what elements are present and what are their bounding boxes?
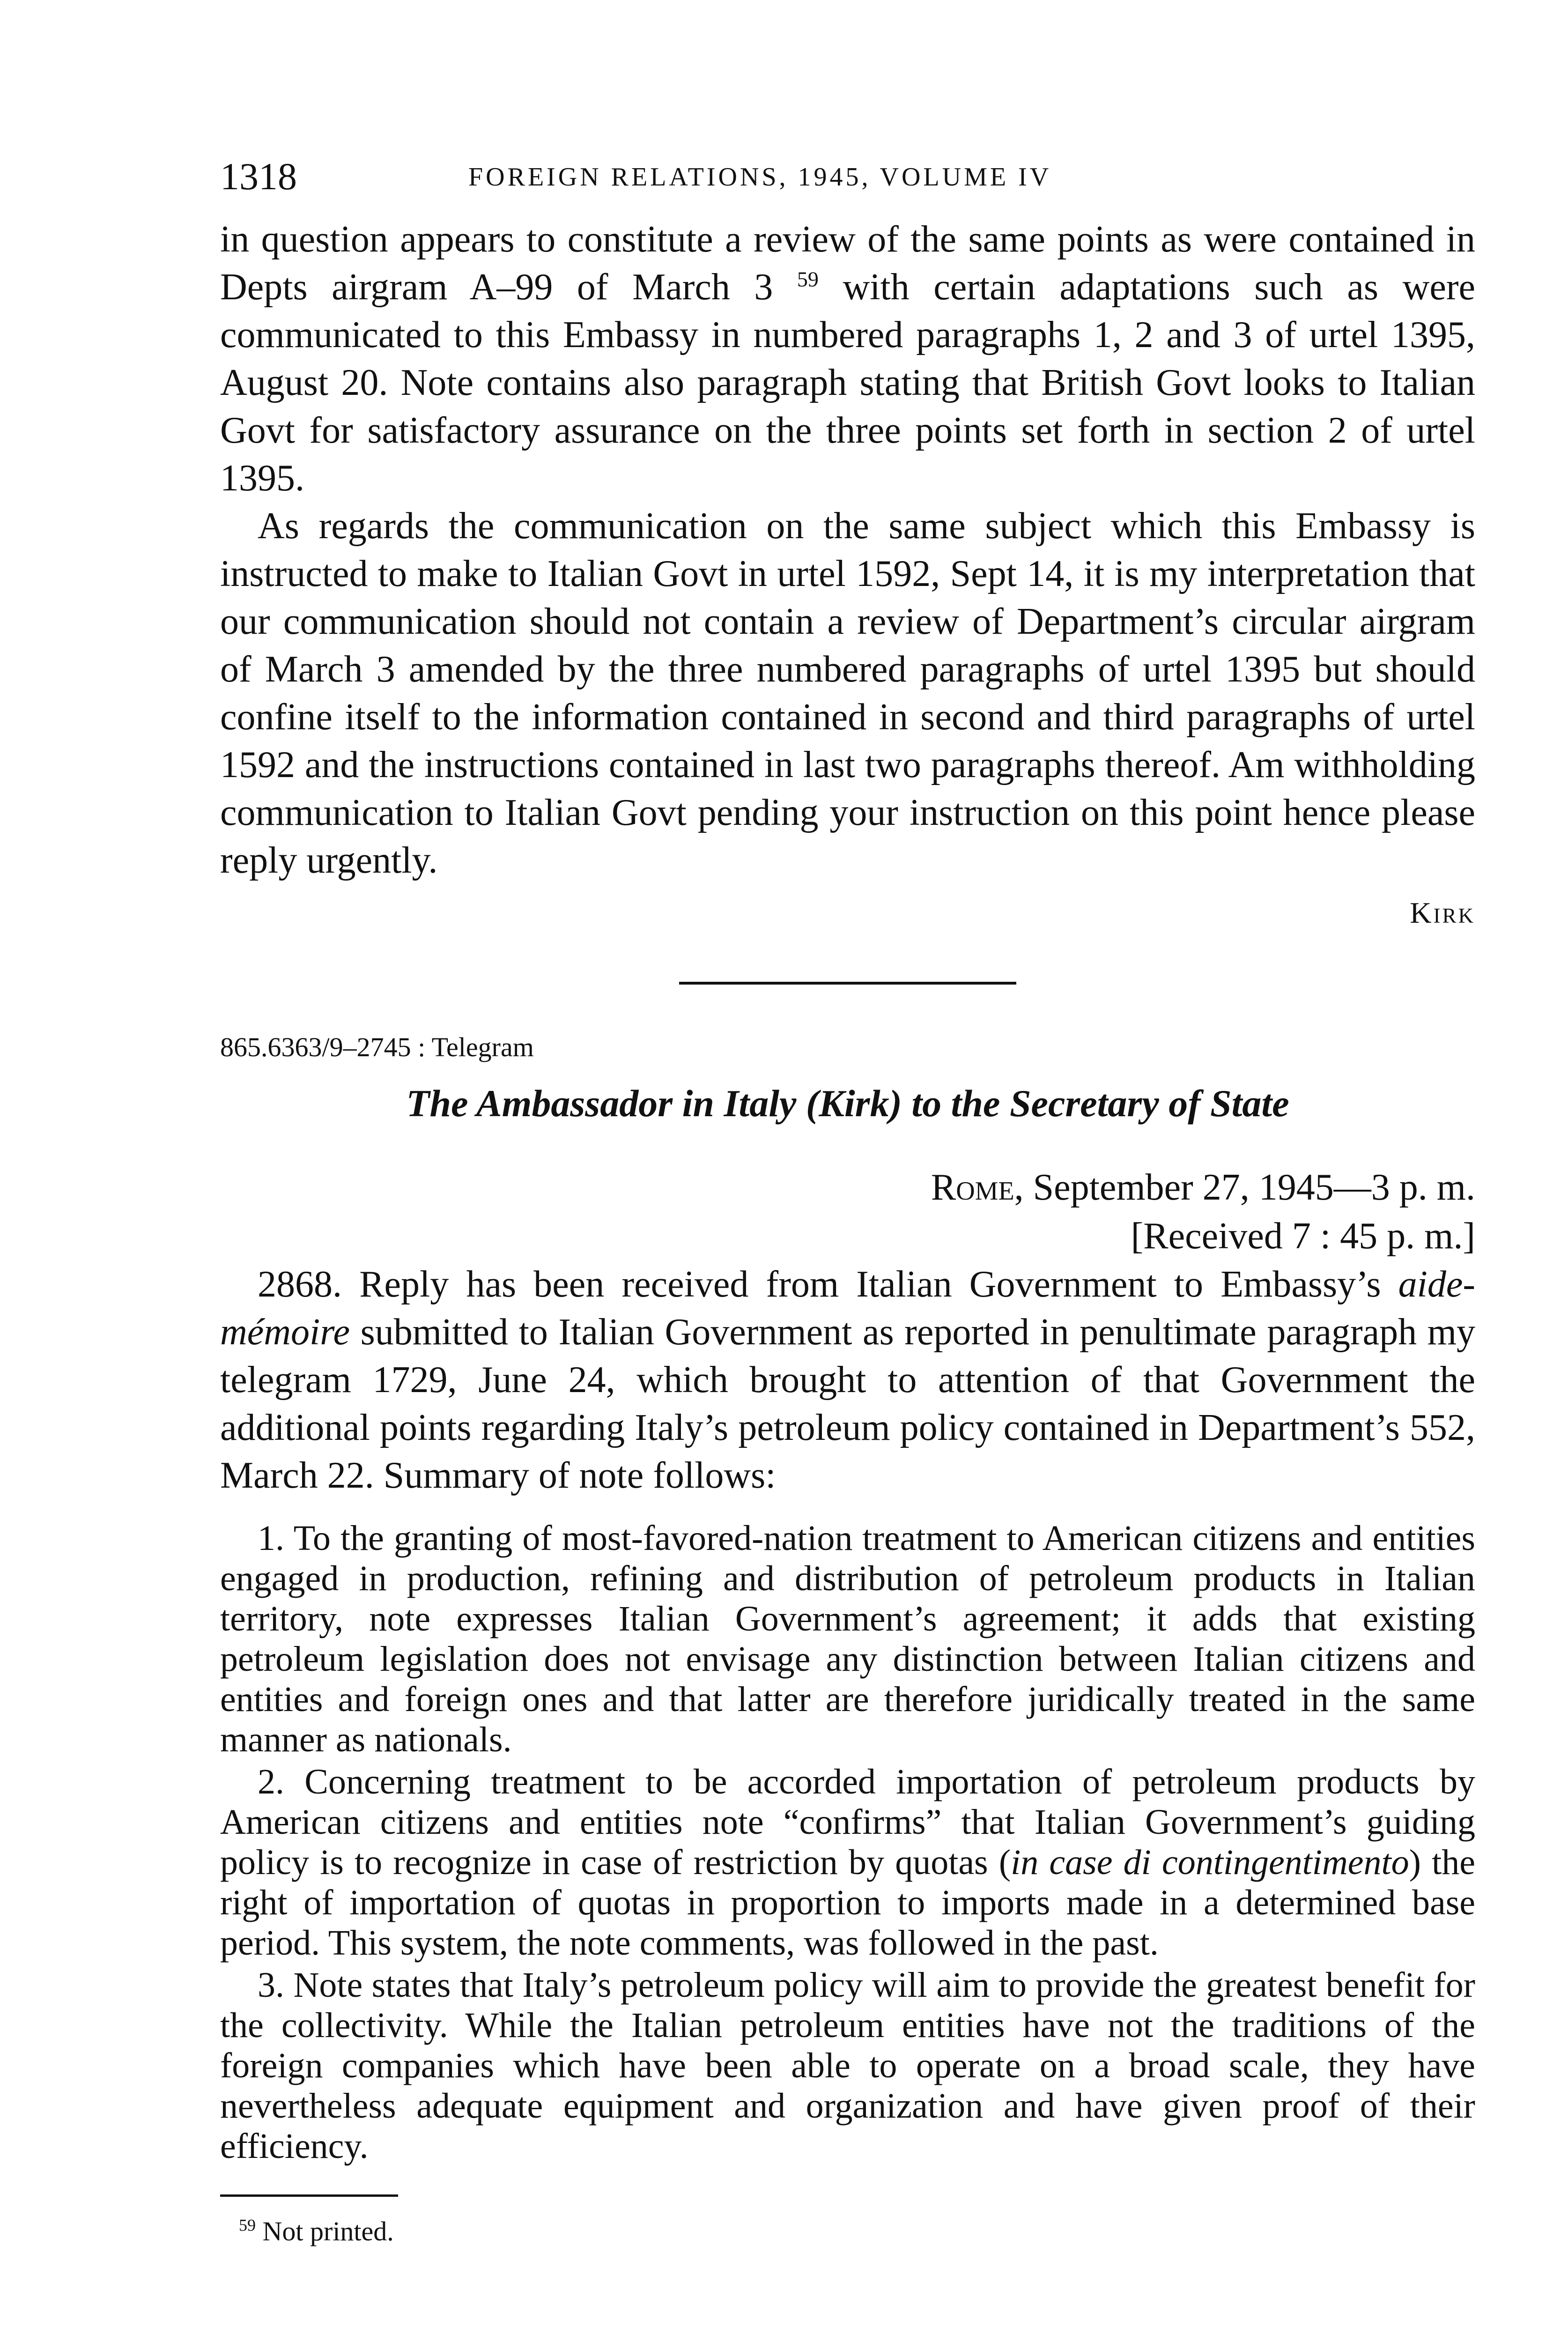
continuation-text-part-2: with certain adaptations such as were communicated to this Embassy in numbered paragraphs 1, 2 and 3 of urtel 1395, August 20. Note contains also paragraph stating that British Govt looks to Italian Govt for satisfactory assurance on the three points set forth in section 2 of urtel 1395. (220, 267, 1475, 499)
received-time: [Received 7 : 45 p. m.] (1131, 1215, 1475, 1257)
list-item: 3. Note states that Italy’s petroleum policy will aim to provide the greatest benefit for the collectivity. While the Italian petroleum entities have not the traditions of the foreign companies which have been able to operate on a broad scale, they have nevertheless adequate equipment and organization and have given proof of their efficiency. (220, 1965, 1475, 2166)
signature: Kirk (1410, 896, 1475, 929)
note-summary-list (220, 1518, 1475, 2166)
telegram-intro (220, 1260, 1475, 1499)
place: Rome (931, 1167, 1014, 1208)
footnote-divider (220, 2194, 398, 2197)
footnote (239, 2216, 1475, 2247)
date-time: , September 27, 1945—3 p. m. (1014, 1167, 1475, 1208)
list-item: 1. To the granting of most-favored-nation treatment to American citizens and entities engaged in production, refining and distribution of petroleum products in Italian territory, note expresses Italian Government’s agreement; it adds that existing petroleum legislation does not envisage any distinction between Italian citizens and entities and foreign ones and that latter are therefore juridically treated in the same manner as nationals. (220, 1519, 1475, 1759)
item-2-text-part-1: 2. Concerning treatment to be accorded importation of petroleum products by American citizens and entities note “confirms” that Italian Government’s guiding policy is to recognize in case of restriction by quotas ( (220, 1762, 1475, 1882)
footnote-text: Not printed. (262, 2216, 394, 2246)
interpretation-paragraph: As regards the communication on the same subject which this Embassy is instructed to make to Italian Govt in urtel 1592, Sept 14, it is my interpretation that our communication should not contain a review of Department’s circular airgram of March 3 amended by the three numbered paragraphs of urtel 1395 but should confine itself to the information contained in second and third paragraphs of urtel 1592 and the instructions contained in last two paragraphs thereof. Am withholding communication to Italian Govt pending your instruction on this point hence please reply urgently. (220, 505, 1475, 881)
running-title: FOREIGN RELATIONS, 1945, VOLUME IV (468, 163, 1052, 192)
section-divider (679, 982, 1016, 985)
file-reference: 865.6363/9–2745 : Telegram (220, 1032, 534, 1062)
document-heading: The Ambassador in Italy (Kirk) to the Secretary of State (406, 1082, 1289, 1125)
dateline (220, 1163, 1475, 1260)
page-header (220, 155, 1475, 215)
item-2-text-part-2: ) the right of importation of quotas in proportion to imports made in a determined base period. This system, the note comments, was followed in the past. (220, 1843, 1475, 1963)
item-2-italic-term: in case di contingentimento (1011, 1843, 1409, 1882)
intro-italic-term: aide-mémoire (220, 1264, 1476, 1353)
intro-text-part-2: submitted to Italian Government as reported in penultimate paragraph my telegram 1729, June 24, which brought to attention of that Government the additional points regarding Italy’s petroleum policy contained in Department’s 552, March 22. Summary of note follows: (220, 1312, 1476, 1496)
continuation-text-part-1: in question appears to constitute a review of the same points as were contained in Depts airgram A–99 of March 3 (220, 219, 1475, 308)
list-item (220, 1762, 1475, 1963)
document-page (220, 155, 1475, 2247)
footnote-reference: 59 (797, 267, 819, 291)
place-and-date (220, 1163, 1475, 1212)
telegram-number: 2868. (258, 1264, 342, 1305)
continuation-paragraph (220, 215, 1475, 502)
page-number: 1318 (220, 155, 297, 198)
intro-text-part-1: Reply has been received from Italian Government to Embassy’s (359, 1264, 1381, 1305)
footnote-number: 59 (239, 2216, 256, 2235)
